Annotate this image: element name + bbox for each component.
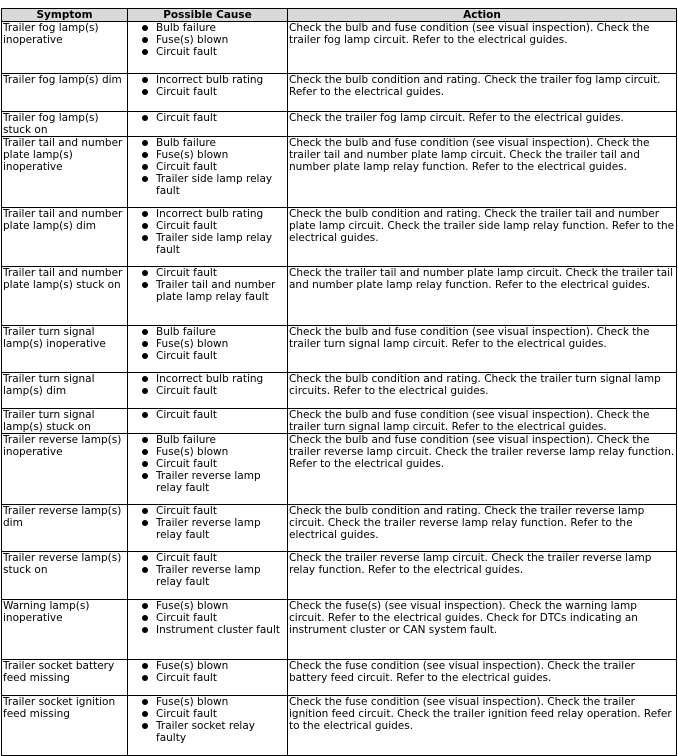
possible-cause-cell — [128, 22, 288, 74]
cause-item: Circuit fault — [141, 708, 286, 720]
action-cell: Check the fuse(s) (see visual inspection). Check the warning lamp circuit. Refer to the electrical guides. Check for DTCs indicating an instrument cluster or CAN system fault. — [288, 600, 677, 660]
cause-item: Trailer side lamp relay fault — [141, 173, 286, 197]
table-row — [2, 74, 677, 112]
symptom-cell: Trailer socket ignition feed missing — [2, 696, 128, 756]
action-cell: Check the fuse condition (see visual inspection). Check the trailer battery feed circuit. Refer to the electrical guides. — [288, 660, 677, 696]
action-cell: Check the trailer tail and number plate lamp circuit. Check the trailer tail and number plate lamp relay function. Refer to the electrical guides. — [288, 267, 677, 326]
table-row — [2, 137, 677, 208]
cause-item: Circuit fault — [141, 161, 286, 173]
cause-list — [129, 326, 286, 362]
cause-list — [129, 267, 286, 303]
action-cell: Check the bulb and fuse condition (see visual inspection). Check the trailer reverse lamp circuit. Check the trailer reverse lamp relay function. Refer to the electrical guides. — [288, 434, 677, 505]
cause-list — [129, 208, 286, 256]
cause-item: Circuit fault — [141, 350, 286, 362]
cause-item: Fuse(s) blown — [141, 34, 286, 46]
cause-list — [129, 505, 286, 541]
cause-item: Trailer socket relay faulty — [141, 720, 286, 744]
possible-cause-cell — [128, 505, 288, 552]
symptom-cell: Trailer tail and number plate lamp(s) inoperative — [2, 137, 128, 208]
cause-item: Bulb failure — [141, 137, 286, 149]
symptom-cell: Warning lamp(s) inoperative — [2, 600, 128, 660]
cause-item: Circuit fault — [141, 46, 286, 58]
possible-cause-cell — [128, 373, 288, 409]
cause-item: Circuit fault — [141, 220, 286, 232]
cause-item: Circuit fault — [141, 612, 286, 624]
cause-item: Circuit fault — [141, 552, 286, 564]
cause-item: Instrument cluster fault — [141, 624, 286, 636]
cause-item: Circuit fault — [141, 409, 286, 421]
cause-item: Fuse(s) blown — [141, 660, 286, 672]
possible-cause-cell — [128, 552, 288, 600]
header-possible-cause: Possible Cause — [128, 9, 288, 22]
table-row — [2, 267, 677, 326]
cause-item: Fuse(s) blown — [141, 696, 286, 708]
action-cell: Check the trailer fog lamp circuit. Refer to the electrical guides. — [288, 112, 677, 137]
symptom-cell: Trailer tail and number plate lamp(s) dim — [2, 208, 128, 267]
action-cell: Check the bulb and fuse condition (see visual inspection). Check the trailer fog lamp circuit. Refer to the electrical guides. — [288, 22, 677, 74]
action-cell: Check the bulb and fuse condition (see visual inspection). Check the trailer tail and number plate lamp circuit. Check the trailer tail and number plate lamp relay function. Refer to the electrical guides. — [288, 137, 677, 208]
possible-cause-cell — [128, 137, 288, 208]
cause-list — [129, 696, 286, 744]
cause-item: Circuit fault — [141, 505, 286, 517]
possible-cause-cell — [128, 74, 288, 112]
diagnostic-table — [1, 8, 677, 756]
table-row — [2, 373, 677, 409]
cause-item: Bulb failure — [141, 326, 286, 338]
action-cell: Check the bulb and fuse condition (see visual inspection). Check the trailer turn signal lamp circuit. Refer to the electrical guides. — [288, 409, 677, 434]
possible-cause-cell — [128, 434, 288, 505]
cause-item: Bulb failure — [141, 22, 286, 34]
symptom-cell: Trailer tail and number plate lamp(s) stuck on — [2, 267, 128, 326]
symptom-cell: Trailer turn signal lamp(s) inoperative — [2, 326, 128, 373]
symptom-cell: Trailer reverse lamp(s) dim — [2, 505, 128, 552]
cause-item: Trailer reverse lamp relay fault — [141, 470, 286, 494]
action-cell: Check the bulb condition and rating. Check the trailer reverse lamp circuit. Check the trailer reverse lamp relay function. Refer to the electrical guides. — [288, 505, 677, 552]
table-row — [2, 112, 677, 137]
cause-item: Incorrect bulb rating — [141, 74, 286, 86]
cause-item: Circuit fault — [141, 267, 286, 279]
cause-item: Fuse(s) blown — [141, 446, 286, 458]
table-row — [2, 505, 677, 552]
cause-list — [129, 660, 286, 684]
cause-item: Circuit fault — [141, 86, 286, 98]
table-row — [2, 434, 677, 505]
symptom-cell: Trailer fog lamp(s) dim — [2, 74, 128, 112]
cause-list — [129, 112, 286, 124]
possible-cause-cell — [128, 112, 288, 137]
header-row — [2, 9, 677, 22]
cause-list — [129, 137, 286, 197]
action-cell: Check the trailer reverse lamp circuit. Check the trailer reverse lamp relay function. Refer to the electrical guides. — [288, 552, 677, 600]
table-row — [2, 326, 677, 373]
header-action: Action — [288, 9, 677, 22]
action-cell: Check the fuse condition (see visual inspection). Check the trailer ignition feed circuit. Check the trailer ignition feed relay operation. Refer to the electrical guides. — [288, 696, 677, 756]
table-row — [2, 22, 677, 74]
cause-item: Incorrect bulb rating — [141, 373, 286, 385]
cause-item: Fuse(s) blown — [141, 149, 286, 161]
cause-item: Circuit fault — [141, 385, 286, 397]
cause-list — [129, 409, 286, 421]
symptom-cell: Trailer turn signal lamp(s) dim — [2, 373, 128, 409]
symptom-cell: Trailer reverse lamp(s) stuck on — [2, 552, 128, 600]
cause-list — [129, 434, 286, 494]
symptom-cell: Trailer turn signal lamp(s) stuck on — [2, 409, 128, 434]
cause-item: Trailer reverse lamp relay fault — [141, 564, 286, 588]
cause-list — [129, 74, 286, 98]
table-row — [2, 600, 677, 660]
table-row — [2, 552, 677, 600]
possible-cause-cell — [128, 326, 288, 373]
possible-cause-cell — [128, 409, 288, 434]
table-row — [2, 696, 677, 756]
possible-cause-cell — [128, 208, 288, 267]
cause-item: Circuit fault — [141, 458, 286, 470]
action-cell: Check the bulb and fuse condition (see visual inspection). Check the trailer turn signal lamp circuit. Refer to the electrical guides. — [288, 326, 677, 373]
symptom-cell: Trailer socket battery feed missing — [2, 660, 128, 696]
cause-item: Bulb failure — [141, 434, 286, 446]
header-symptom: Symptom — [2, 9, 128, 22]
table-row — [2, 660, 677, 696]
cause-list — [129, 22, 286, 58]
cause-list — [129, 600, 286, 636]
possible-cause-cell — [128, 600, 288, 660]
cause-item: Trailer tail and number plate lamp relay fault — [141, 279, 286, 303]
cause-item: Trailer reverse lamp relay fault — [141, 517, 286, 541]
cause-item: Trailer side lamp relay fault — [141, 232, 286, 256]
possible-cause-cell — [128, 660, 288, 696]
action-cell: Check the bulb condition and rating. Check the trailer fog lamp circuit. Refer to the electrical guides. — [288, 74, 677, 112]
action-cell: Check the bulb condition and rating. Check the trailer turn signal lamp circuits. Refer to the electrical guides. — [288, 373, 677, 409]
cause-list — [129, 373, 286, 397]
cause-item: Fuse(s) blown — [141, 600, 286, 612]
symptom-cell: Trailer reverse lamp(s) inoperative — [2, 434, 128, 505]
cause-item: Incorrect bulb rating — [141, 208, 286, 220]
symptom-cell: Trailer fog lamp(s) stuck on — [2, 112, 128, 137]
symptom-cell: Trailer fog lamp(s) inoperative — [2, 22, 128, 74]
possible-cause-cell — [128, 696, 288, 756]
cause-item: Fuse(s) blown — [141, 338, 286, 350]
table-row — [2, 208, 677, 267]
cause-item: Circuit fault — [141, 672, 286, 684]
cause-item: Circuit fault — [141, 112, 286, 124]
action-cell: Check the bulb condition and rating. Check the trailer tail and number plate lamp circuit. Check the trailer side lamp relay function. Refer to the electrical guides. — [288, 208, 677, 267]
table-body — [2, 22, 677, 756]
possible-cause-cell — [128, 267, 288, 326]
table-row — [2, 409, 677, 434]
cause-list — [129, 552, 286, 588]
